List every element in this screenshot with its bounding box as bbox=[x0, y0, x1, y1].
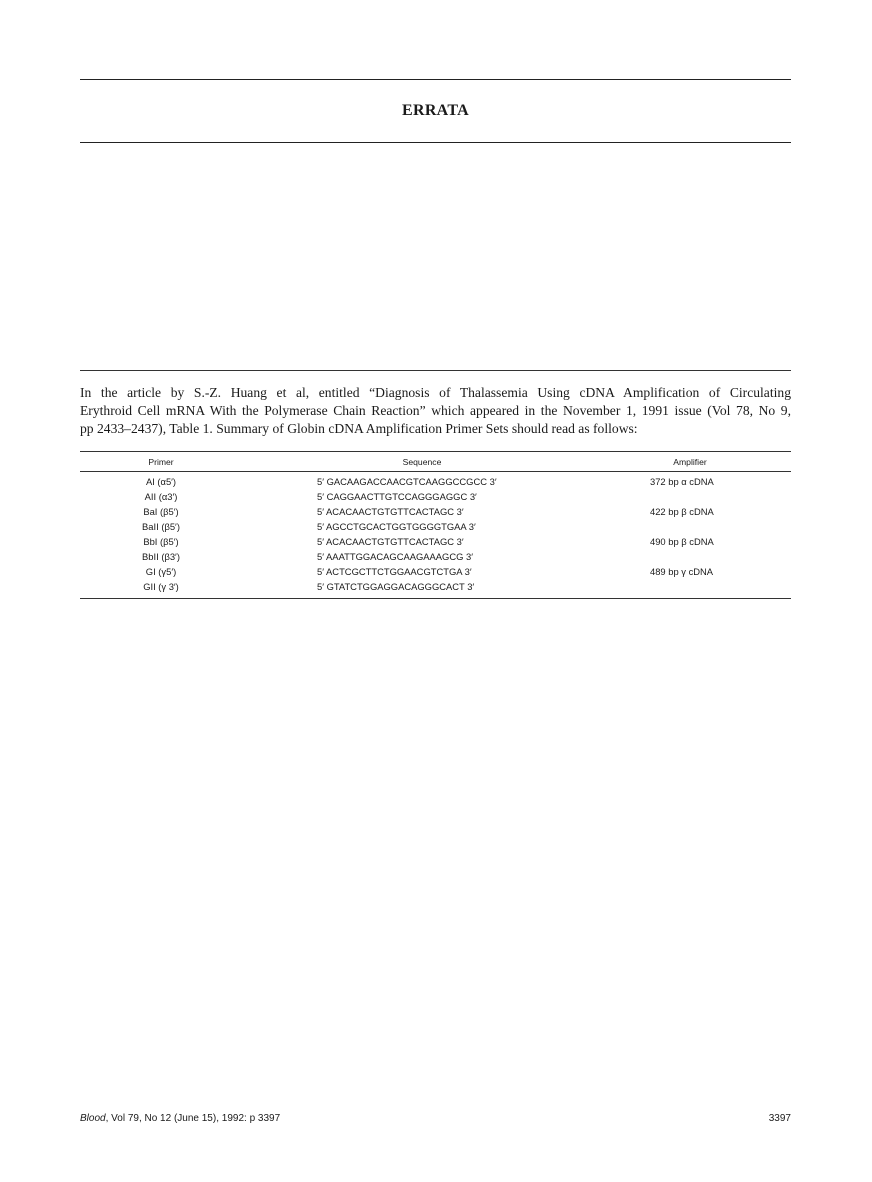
cell-amplifier: 490 bp β cDNA bbox=[650, 536, 714, 547]
cell-primer: BaI (β5′) bbox=[143, 506, 179, 517]
table-row bbox=[80, 566, 791, 581]
cell-primer: BbI (β5′) bbox=[143, 536, 179, 547]
table-row bbox=[80, 476, 791, 491]
table-row bbox=[80, 581, 791, 596]
cell-primer: GI (γ5′) bbox=[145, 566, 177, 577]
cell-amplifier: 372 bp α cDNA bbox=[650, 476, 714, 487]
citation-text: , Vol 79, No 12 (June 15), 1992: p 3397 bbox=[105, 1113, 281, 1124]
journal-name: Blood bbox=[80, 1113, 106, 1124]
table-bottom-rule bbox=[80, 598, 791, 599]
cell-sequence: 5′ CAGGAACTTGTCCAGGGAGGC 3′ bbox=[317, 491, 477, 502]
table-row bbox=[80, 521, 791, 536]
intro-line: pp 2433–2437), Table 1. Summary of Globin cDNA Amplification Primer Sets should read as follows: bbox=[80, 421, 638, 436]
header-sequence: Sequence bbox=[402, 457, 442, 467]
header-primer: Primer bbox=[148, 457, 174, 467]
cell-sequence: 5′ ACACAACTGTGTTCACTAGC 3′ bbox=[317, 536, 464, 547]
cell-amplifier: 489 bp γ cDNA bbox=[650, 566, 714, 577]
page-number: 3397 bbox=[768, 1113, 791, 1124]
table-top-rule bbox=[80, 451, 791, 452]
cell-primer: BaII (β5′) bbox=[142, 521, 180, 532]
top-rule bbox=[80, 79, 791, 80]
intro-paragraph bbox=[80, 384, 791, 438]
footer-citation bbox=[80, 1113, 280, 1124]
intro-line: Erythroid Cell mRNA With the Polymerase Chain Reaction” which appeared in the November 1, 1991 issue (Vol 78, No 9, bbox=[80, 403, 791, 418]
cell-sequence: 5′ GACAAGACCAACGTCAAGGCCGCC 3′ bbox=[317, 476, 497, 487]
table-row bbox=[80, 506, 791, 521]
table-header-rule bbox=[80, 471, 791, 472]
table-row bbox=[80, 491, 791, 506]
table-row bbox=[80, 551, 791, 566]
table-row bbox=[80, 536, 791, 551]
cell-sequence: 5′ ACTCGCTTCTGGAACGTCTGA 3′ bbox=[317, 566, 472, 577]
cell-primer: AI (α5′) bbox=[145, 476, 177, 487]
table-header bbox=[80, 457, 791, 471]
cell-sequence: 5′ ACACAACTGTGTTCACTAGC 3′ bbox=[317, 506, 464, 517]
cell-primer: GII (γ 3′) bbox=[143, 581, 179, 592]
cell-sequence: 5′ GTATCTGGAGGACAGGGCACT 3′ bbox=[317, 581, 475, 592]
page-title: ERRATA bbox=[402, 102, 469, 119]
cell-sequence: 5′ AAATTGGACAGCAAGAAAGCG 3′ bbox=[317, 551, 473, 562]
cell-sequence: 5′ AGCCTGCACTGGTGGGGTGAA 3′ bbox=[317, 521, 476, 532]
title-bottom-rule bbox=[80, 142, 791, 143]
section-rule bbox=[80, 370, 791, 371]
header-amplifier: Amplifier bbox=[673, 457, 707, 467]
cell-primer: AII (α3′) bbox=[144, 491, 178, 502]
intro-line: In the article by S.-Z. Huang et al, entitled “Diagnosis of Thalassemia Using cDNA Amplification of Circulating bbox=[80, 385, 791, 400]
cell-primer: BbII (β3′) bbox=[142, 551, 180, 562]
cell-amplifier: 422 bp β cDNA bbox=[650, 506, 714, 517]
